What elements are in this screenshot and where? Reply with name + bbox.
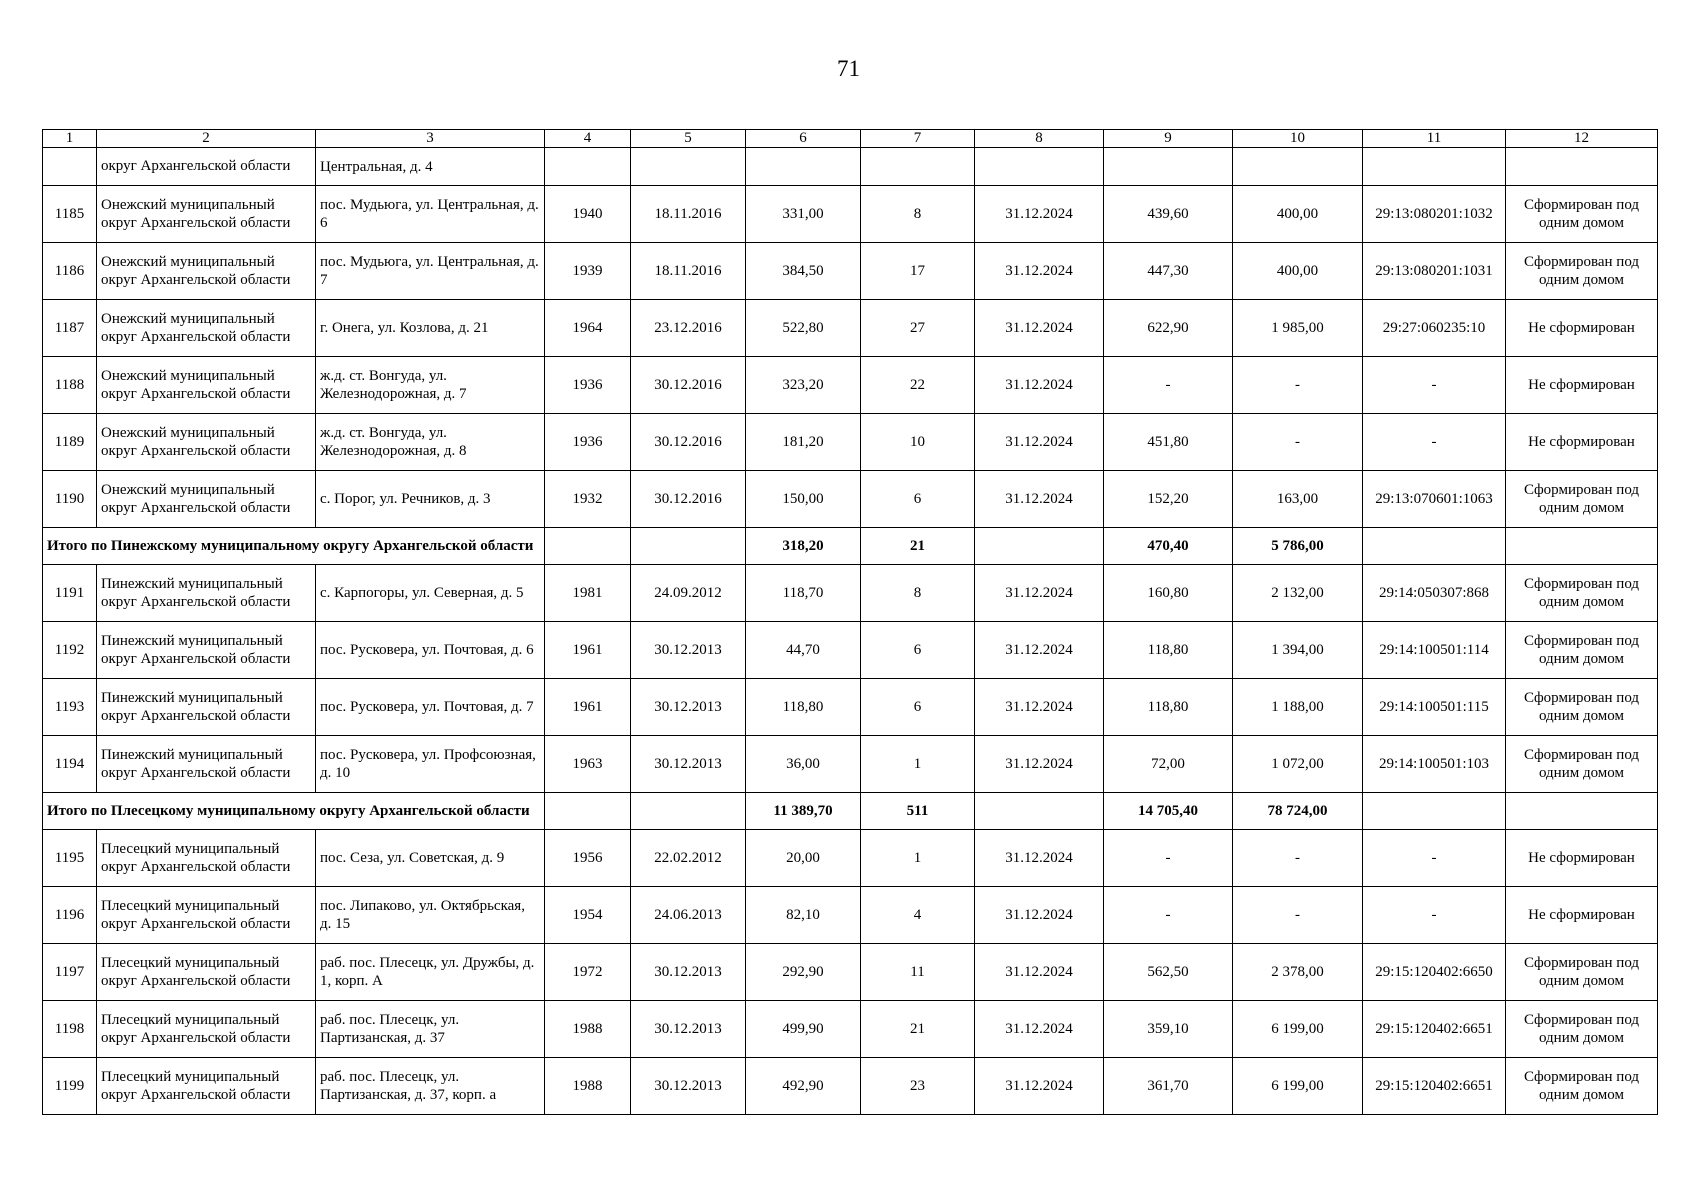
cell-value-9: 447,30: [1104, 243, 1233, 300]
cell-area: 499,90: [746, 1001, 861, 1058]
subtotal-label: Итого по Пинежскому муниципальному округу Архангельской области: [43, 528, 545, 565]
cell-value-9: 622,90: [1104, 300, 1233, 357]
cell-value-9: -: [1104, 357, 1233, 414]
cell-municipality: Онежский муниципальный округ Архангельской области: [97, 414, 316, 471]
cell-value-10: 2 378,00: [1233, 944, 1363, 1001]
table-row: [43, 736, 1658, 793]
cell-address: с. Карпогоры, ул. Северная, д. 5: [316, 565, 545, 622]
cell-date: 23.12.2016: [631, 300, 746, 357]
cell-residents: 1: [861, 830, 975, 887]
cell-value-10: 2 132,00: [1233, 565, 1363, 622]
cell-number: 1185: [43, 186, 97, 243]
cell-deadline: 31.12.2024: [975, 622, 1104, 679]
cell-year: 1963: [545, 736, 631, 793]
column-header: 5: [631, 130, 746, 148]
cell-area: 331,00: [746, 186, 861, 243]
cell-number: 1195: [43, 830, 97, 887]
cell-value-9: 359,10: [1104, 1001, 1233, 1058]
cell-cadastral: 29:15:120402:6651: [1363, 1001, 1506, 1058]
cell-address: пос. Липаково, ул. Октябрьская, д. 15: [316, 887, 545, 944]
cell-residents: 21: [861, 528, 975, 565]
cell-value-10: 1 072,00: [1233, 736, 1363, 793]
cell-municipality: Плесецкий муниципальный округ Архангельской области: [97, 887, 316, 944]
cell-deadline: 31.12.2024: [975, 736, 1104, 793]
column-header: 9: [1104, 130, 1233, 148]
cell-cadastral: 29:14:100501:115: [1363, 679, 1506, 736]
column-header: 6: [746, 130, 861, 148]
column-header: 10: [1233, 130, 1363, 148]
table-row: [43, 414, 1658, 471]
cell-residents: 4: [861, 887, 975, 944]
cell-date: 30.12.2013: [631, 622, 746, 679]
cell-status: Не сформирован: [1506, 887, 1658, 944]
cell-year: 1961: [545, 679, 631, 736]
cell-cadastral: 29:15:120402:6651: [1363, 1058, 1506, 1115]
cell-value-9: 470,40: [1104, 528, 1233, 565]
cell-status: [1506, 148, 1658, 186]
column-header: 8: [975, 130, 1104, 148]
cell-date: 22.02.2012: [631, 830, 746, 887]
registry-table: [42, 129, 1658, 1115]
column-header: 7: [861, 130, 975, 148]
cell-year: 1988: [545, 1058, 631, 1115]
cell-residents: 27: [861, 300, 975, 357]
cell-number: 1190: [43, 471, 97, 528]
cell-address: Центральная, д. 4: [316, 148, 545, 186]
cell-value-10: -: [1233, 414, 1363, 471]
cell-municipality: Пинежский муниципальный округ Архангельской области: [97, 679, 316, 736]
cell-area: 44,70: [746, 622, 861, 679]
cell-area: [746, 148, 861, 186]
cell-deadline: 31.12.2024: [975, 357, 1104, 414]
cell-value-10: -: [1233, 357, 1363, 414]
table-row: [43, 944, 1658, 1001]
column-header: 3: [316, 130, 545, 148]
cell-municipality: Пинежский муниципальный округ Архангельской области: [97, 565, 316, 622]
cell-cadastral: 29:15:120402:6650: [1363, 944, 1506, 1001]
table-row: [43, 1001, 1658, 1058]
cell-municipality: Онежский муниципальный округ Архангельской области: [97, 186, 316, 243]
cell-municipality: Онежский муниципальный округ Архангельской области: [97, 243, 316, 300]
column-header: 2: [97, 130, 316, 148]
cell-date: 30.12.2016: [631, 357, 746, 414]
cell-area: 318,20: [746, 528, 861, 565]
cell-address: г. Онега, ул. Козлова, д. 21: [316, 300, 545, 357]
cell-date: [631, 148, 746, 186]
cell-cadastral: [1363, 148, 1506, 186]
cell-cadastral: [1363, 793, 1506, 830]
cell-number: 1187: [43, 300, 97, 357]
column-header: 4: [545, 130, 631, 148]
cell-value-9: 118,80: [1104, 622, 1233, 679]
cell-cadastral: 29:14:050307:868: [1363, 565, 1506, 622]
cell-status: Сформирован под одним домом: [1506, 1058, 1658, 1115]
table-row: [43, 186, 1658, 243]
cell-deadline: 31.12.2024: [975, 471, 1104, 528]
cell-residents: 11: [861, 944, 975, 1001]
cell-area: 150,00: [746, 471, 861, 528]
cell-value-9: 72,00: [1104, 736, 1233, 793]
cell-year: 1932: [545, 471, 631, 528]
cell-year: 1936: [545, 414, 631, 471]
cell-value-10: -: [1233, 887, 1363, 944]
cell-date: 30.12.2013: [631, 736, 746, 793]
cell-municipality: Плесецкий муниципальный округ Архангельской области: [97, 1058, 316, 1115]
cell-value-9: 451,80: [1104, 414, 1233, 471]
cell-value-9: 14 705,40: [1104, 793, 1233, 830]
cell-status: Сформирован под одним домом: [1506, 944, 1658, 1001]
cell-residents: 8: [861, 565, 975, 622]
cell-status: Не сформирован: [1506, 830, 1658, 887]
cell-cadastral: 29:13:080201:1031: [1363, 243, 1506, 300]
cell-date: 18.11.2016: [631, 186, 746, 243]
cell-status: [1506, 793, 1658, 830]
cell-area: 118,80: [746, 679, 861, 736]
cell-number: 1199: [43, 1058, 97, 1115]
cell-date: 24.06.2013: [631, 887, 746, 944]
table-row: [43, 622, 1658, 679]
cell-deadline: [975, 528, 1104, 565]
cell-residents: 23: [861, 1058, 975, 1115]
cell-deadline: 31.12.2024: [975, 679, 1104, 736]
cell-area: 323,20: [746, 357, 861, 414]
cell-address: ж.д. ст. Вонгуда, ул. Железнодорожная, д. 8: [316, 414, 545, 471]
cell-date: 30.12.2013: [631, 944, 746, 1001]
cell-address: пос. Русковера, ул. Почтовая, д. 7: [316, 679, 545, 736]
cell-area: 118,70: [746, 565, 861, 622]
cell-value-9: 152,20: [1104, 471, 1233, 528]
cell-municipality: Онежский муниципальный округ Архангельской области: [97, 471, 316, 528]
cell-cadastral: 29:13:070601:1063: [1363, 471, 1506, 528]
cell-status: Сформирован под одним домом: [1506, 471, 1658, 528]
cell-deadline: 31.12.2024: [975, 243, 1104, 300]
column-number-row: [43, 130, 1658, 148]
cell-date: 30.12.2016: [631, 471, 746, 528]
cell-value-10: 163,00: [1233, 471, 1363, 528]
cell-deadline: 31.12.2024: [975, 300, 1104, 357]
cell-municipality: Онежский муниципальный округ Архангельской области: [97, 300, 316, 357]
subtotal-label: Итого по Плесецкому муниципальному округу Архангельской области: [43, 793, 545, 830]
cell-date: 30.12.2013: [631, 1001, 746, 1058]
cell-status: Сформирован под одним домом: [1506, 243, 1658, 300]
subtotal-row: [43, 528, 1658, 565]
cell-date: [631, 793, 746, 830]
cell-residents: 6: [861, 622, 975, 679]
cell-address: пос. Русковера, ул. Почтовая, д. 6: [316, 622, 545, 679]
cell-year: 1988: [545, 1001, 631, 1058]
cell-address: пос. Сеза, ул. Советская, д. 9: [316, 830, 545, 887]
cell-area: 82,10: [746, 887, 861, 944]
cell-cadastral: 29:14:100501:103: [1363, 736, 1506, 793]
cell-address: раб. пос. Плесецк, ул. Дружбы, д. 1, корп. А: [316, 944, 545, 1001]
cell-municipality: Плесецкий муниципальный округ Архангельской области: [97, 830, 316, 887]
cell-value-10: 400,00: [1233, 186, 1363, 243]
cell-residents: 6: [861, 471, 975, 528]
cell-value-10: 6 199,00: [1233, 1058, 1363, 1115]
cell-area: 20,00: [746, 830, 861, 887]
cell-residents: [861, 148, 975, 186]
cell-value-10: 5 786,00: [1233, 528, 1363, 565]
cell-value-9: -: [1104, 887, 1233, 944]
column-header: 1: [43, 130, 97, 148]
cell-year: 1972: [545, 944, 631, 1001]
cell-year: 1964: [545, 300, 631, 357]
table-row: [43, 1058, 1658, 1115]
subtotal-row: [43, 793, 1658, 830]
cell-deadline: 31.12.2024: [975, 565, 1104, 622]
cell-area: 492,90: [746, 1058, 861, 1115]
cell-municipality: округ Архангельской области: [97, 148, 316, 186]
cell-value-10: 400,00: [1233, 243, 1363, 300]
cell-deadline: 31.12.2024: [975, 414, 1104, 471]
cell-deadline: 31.12.2024: [975, 1001, 1104, 1058]
table-row: [43, 830, 1658, 887]
cell-number: [43, 148, 97, 186]
cell-year: 1954: [545, 887, 631, 944]
cell-deadline: 31.12.2024: [975, 887, 1104, 944]
cell-value-10: [1233, 148, 1363, 186]
cell-number: 1193: [43, 679, 97, 736]
cell-cadastral: 29:14:100501:114: [1363, 622, 1506, 679]
cell-status: [1506, 528, 1658, 565]
cell-status: Сформирован под одним домом: [1506, 736, 1658, 793]
cell-number: 1189: [43, 414, 97, 471]
cell-value-10: 1 985,00: [1233, 300, 1363, 357]
cell-cadastral: 29:13:080201:1032: [1363, 186, 1506, 243]
cell-number: 1194: [43, 736, 97, 793]
column-header: 11: [1363, 130, 1506, 148]
cell-year: [545, 793, 631, 830]
cell-value-10: -: [1233, 830, 1363, 887]
cell-status: Не сформирован: [1506, 414, 1658, 471]
table-row: [43, 887, 1658, 944]
cell-residents: 8: [861, 186, 975, 243]
cell-municipality: Онежский муниципальный округ Архангельской области: [97, 357, 316, 414]
cell-date: 18.11.2016: [631, 243, 746, 300]
cell-residents: 22: [861, 357, 975, 414]
cell-area: 292,90: [746, 944, 861, 1001]
table-row: [43, 243, 1658, 300]
cell-number: 1192: [43, 622, 97, 679]
cell-residents: 17: [861, 243, 975, 300]
cell-residents: 6: [861, 679, 975, 736]
cell-value-9: -: [1104, 830, 1233, 887]
cell-status: Сформирован под одним домом: [1506, 622, 1658, 679]
cell-status: Не сформирован: [1506, 357, 1658, 414]
cell-date: [631, 528, 746, 565]
cell-status: Не сформирован: [1506, 300, 1658, 357]
cell-address: пос. Русковера, ул. Профсоюзная, д. 10: [316, 736, 545, 793]
cell-cadastral: [1363, 528, 1506, 565]
cell-number: 1196: [43, 887, 97, 944]
cell-area: 181,20: [746, 414, 861, 471]
cell-municipality: Пинежский муниципальный округ Архангельской области: [97, 622, 316, 679]
cell-address: ж.д. ст. Вонгуда, ул. Железнодорожная, д. 7: [316, 357, 545, 414]
cell-value-9: 562,50: [1104, 944, 1233, 1001]
cell-year: [545, 528, 631, 565]
cell-cadastral: -: [1363, 830, 1506, 887]
cell-residents: 21: [861, 1001, 975, 1058]
cell-address: раб. пос. Плесецк, ул. Партизанская, д. 37, корп. а: [316, 1058, 545, 1115]
table-row: [43, 357, 1658, 414]
cell-value-9: 118,80: [1104, 679, 1233, 736]
cell-deadline: 31.12.2024: [975, 1058, 1104, 1115]
cell-year: 1956: [545, 830, 631, 887]
cell-address: раб. пос. Плесецк, ул. Партизанская, д. 37: [316, 1001, 545, 1058]
cell-status: Сформирован под одним домом: [1506, 186, 1658, 243]
cell-year: 1981: [545, 565, 631, 622]
cell-date: 30.12.2013: [631, 679, 746, 736]
cell-area: 522,80: [746, 300, 861, 357]
cell-residents: 10: [861, 414, 975, 471]
cell-number: 1198: [43, 1001, 97, 1058]
cell-residents: 1: [861, 736, 975, 793]
cell-date: 30.12.2016: [631, 414, 746, 471]
cell-area: 36,00: [746, 736, 861, 793]
cell-municipality: Пинежский муниципальный округ Архангельской области: [97, 736, 316, 793]
cell-municipality: Плесецкий муниципальный округ Архангельской области: [97, 1001, 316, 1058]
cell-municipality: Плесецкий муниципальный округ Архангельской области: [97, 944, 316, 1001]
cell-value-10: 78 724,00: [1233, 793, 1363, 830]
cell-area: 384,50: [746, 243, 861, 300]
cell-residents: 511: [861, 793, 975, 830]
cell-deadline: [975, 793, 1104, 830]
cell-value-9: [1104, 148, 1233, 186]
cell-year: 1936: [545, 357, 631, 414]
cell-year: 1961: [545, 622, 631, 679]
cell-number: 1188: [43, 357, 97, 414]
cell-value-9: 361,70: [1104, 1058, 1233, 1115]
cell-deadline: 31.12.2024: [975, 830, 1104, 887]
cell-area: 11 389,70: [746, 793, 861, 830]
cell-value-10: 1 188,00: [1233, 679, 1363, 736]
table-row: [43, 300, 1658, 357]
cell-number: 1186: [43, 243, 97, 300]
table-row: [43, 679, 1658, 736]
cell-year: 1940: [545, 186, 631, 243]
cell-year: [545, 148, 631, 186]
cell-year: 1939: [545, 243, 631, 300]
cell-address: пос. Мудьюга, ул. Центральная, д. 6: [316, 186, 545, 243]
page-number: 71: [837, 56, 860, 81]
cell-number: 1197: [43, 944, 97, 1001]
cell-cadastral: -: [1363, 414, 1506, 471]
cell-deadline: 31.12.2024: [975, 186, 1104, 243]
cell-cadastral: -: [1363, 357, 1506, 414]
cell-date: 30.12.2013: [631, 1058, 746, 1115]
cell-value-10: 6 199,00: [1233, 1001, 1363, 1058]
cell-number: 1191: [43, 565, 97, 622]
cell-value-9: 160,80: [1104, 565, 1233, 622]
cell-value-10: 1 394,00: [1233, 622, 1363, 679]
cell-status: Сформирован под одним домом: [1506, 565, 1658, 622]
cell-cadastral: 29:27:060235:10: [1363, 300, 1506, 357]
cell-deadline: 31.12.2024: [975, 944, 1104, 1001]
cell-status: Сформирован под одним домом: [1506, 1001, 1658, 1058]
continuation-row: [43, 148, 1658, 186]
cell-value-9: 439,60: [1104, 186, 1233, 243]
table-row: [43, 471, 1658, 528]
registry-body: [43, 148, 1658, 1115]
cell-status: Сформирован под одним домом: [1506, 679, 1658, 736]
column-header: 12: [1506, 130, 1658, 148]
cell-address: пос. Мудьюга, ул. Центральная, д. 7: [316, 243, 545, 300]
cell-deadline: [975, 148, 1104, 186]
cell-cadastral: -: [1363, 887, 1506, 944]
table-row: [43, 565, 1658, 622]
cell-date: 24.09.2012: [631, 565, 746, 622]
cell-address: с. Порог, ул. Речников, д. 3: [316, 471, 545, 528]
